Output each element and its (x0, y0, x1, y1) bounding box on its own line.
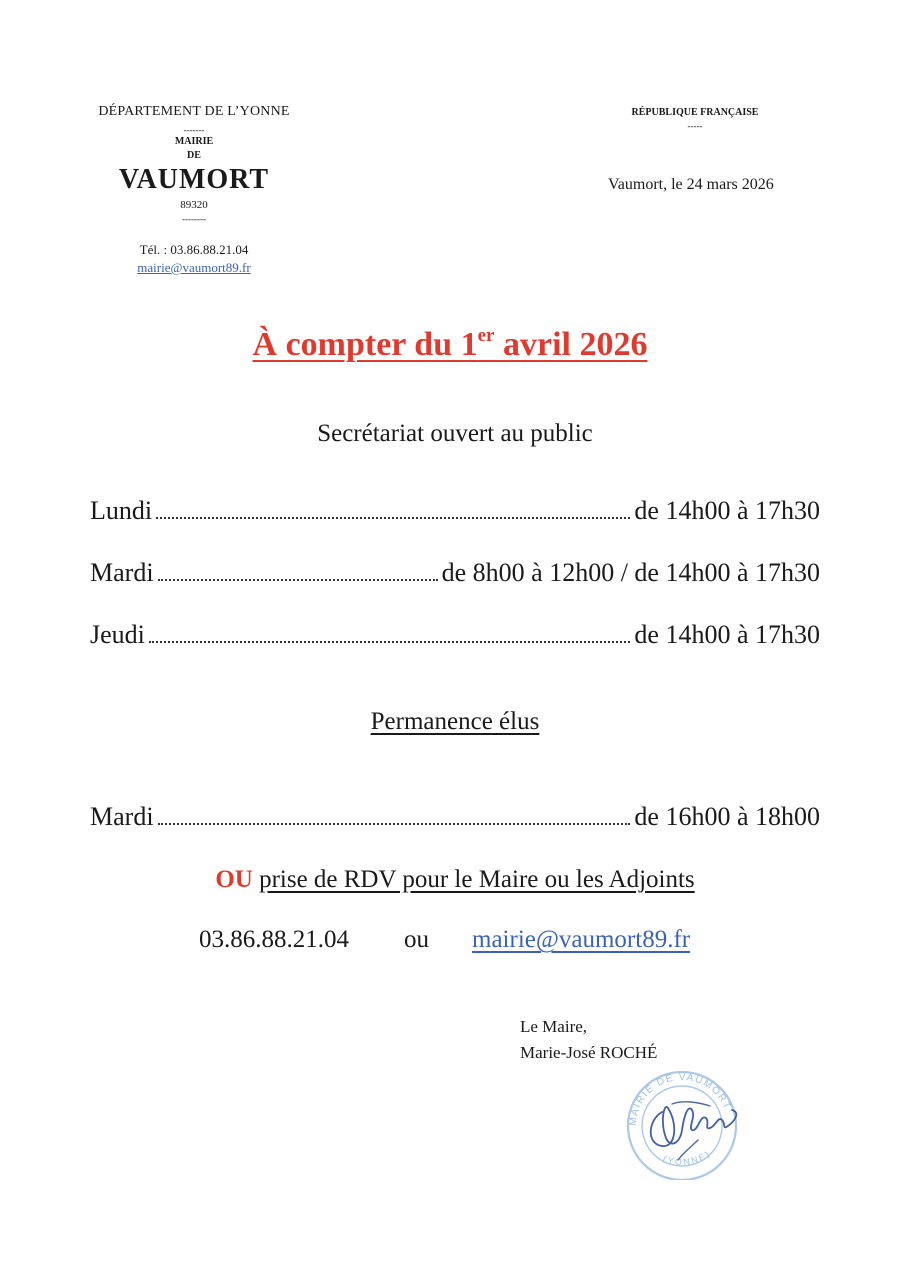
separator: ----- (687, 121, 703, 131)
title-suffix: avril 2026 (494, 326, 648, 363)
dot-leader (156, 517, 630, 519)
header-phone: Tél. : 03.86.88.21.04 (139, 242, 249, 257)
schedule-day: Jeudi (90, 620, 145, 649)
de-label: DE (187, 150, 201, 161)
schedule-day: Mardi (90, 558, 154, 587)
svg-text:MAIRIE DE VAUMORT: MAIRIE DE VAUMORT (627, 1071, 733, 1127)
notice-title (0, 326, 900, 364)
contact-or: ou (404, 926, 429, 953)
schedule-row-tuesday (90, 558, 820, 588)
permanence-row-tuesday (90, 802, 820, 832)
official-stamp-icon (618, 1064, 748, 1180)
schedule-row-monday (90, 496, 820, 526)
schedule-hours: de 14h00 à 17h30 (634, 620, 820, 649)
schedule-hours: de 14h00 à 17h30 (634, 496, 820, 525)
title-prefix: À compter du 1 (252, 326, 478, 363)
letterhead-left (60, 104, 328, 276)
title-superscript: er (477, 325, 495, 346)
schedule-hours: de 8h00 à 12h00 / de 14h00 à 17h30 (441, 558, 820, 587)
republic-label: RÉPUBLIQUE FRANÇAISE (631, 107, 759, 118)
place-date: Vaumort, le 24 mars 2026 (608, 176, 774, 193)
dot-leader (158, 823, 631, 825)
or-label: OU (215, 866, 253, 893)
schedule-day: Mardi (90, 802, 154, 831)
contact-email-link[interactable]: mairie@vaumort89.fr (472, 926, 691, 953)
contact-phone: 03.86.88.21.04 (199, 926, 349, 953)
schedule-hours: de 16h00 à 18h00 (634, 802, 820, 831)
separator: ------- (183, 125, 205, 135)
secretariat-heading: Secrétariat ouvert au public (317, 420, 593, 447)
permanence-heading-text: Permanence élus (370, 708, 540, 735)
signatory-role: Le Maire, (520, 1017, 588, 1036)
schedule-day: Lundi (90, 496, 153, 525)
permanence-heading (0, 708, 900, 736)
schedule-row-thursday (90, 620, 820, 650)
postcode: 89320 (180, 199, 208, 211)
header-email-link[interactable]: mairie@vaumort89.fr (137, 260, 251, 275)
mairie-label: MAIRIE (174, 136, 214, 147)
dot-leader (149, 641, 631, 643)
dot-leader (158, 579, 438, 581)
letterhead-right (600, 107, 790, 131)
signature-block (520, 1014, 657, 1066)
town-name: VAUMORT (118, 164, 270, 195)
appointment-line (0, 866, 900, 894)
svg-text:(YONNE): (YONNE) (661, 1148, 713, 1168)
department-label: DÉPARTEMENT DE L’YONNE (98, 104, 290, 119)
signatory-name: Marie-José ROCHÉ (520, 1043, 658, 1062)
separator: -------- (182, 214, 206, 224)
appointment-text: prise de RDV pour le Maire ou les Adjoints (259, 866, 695, 893)
